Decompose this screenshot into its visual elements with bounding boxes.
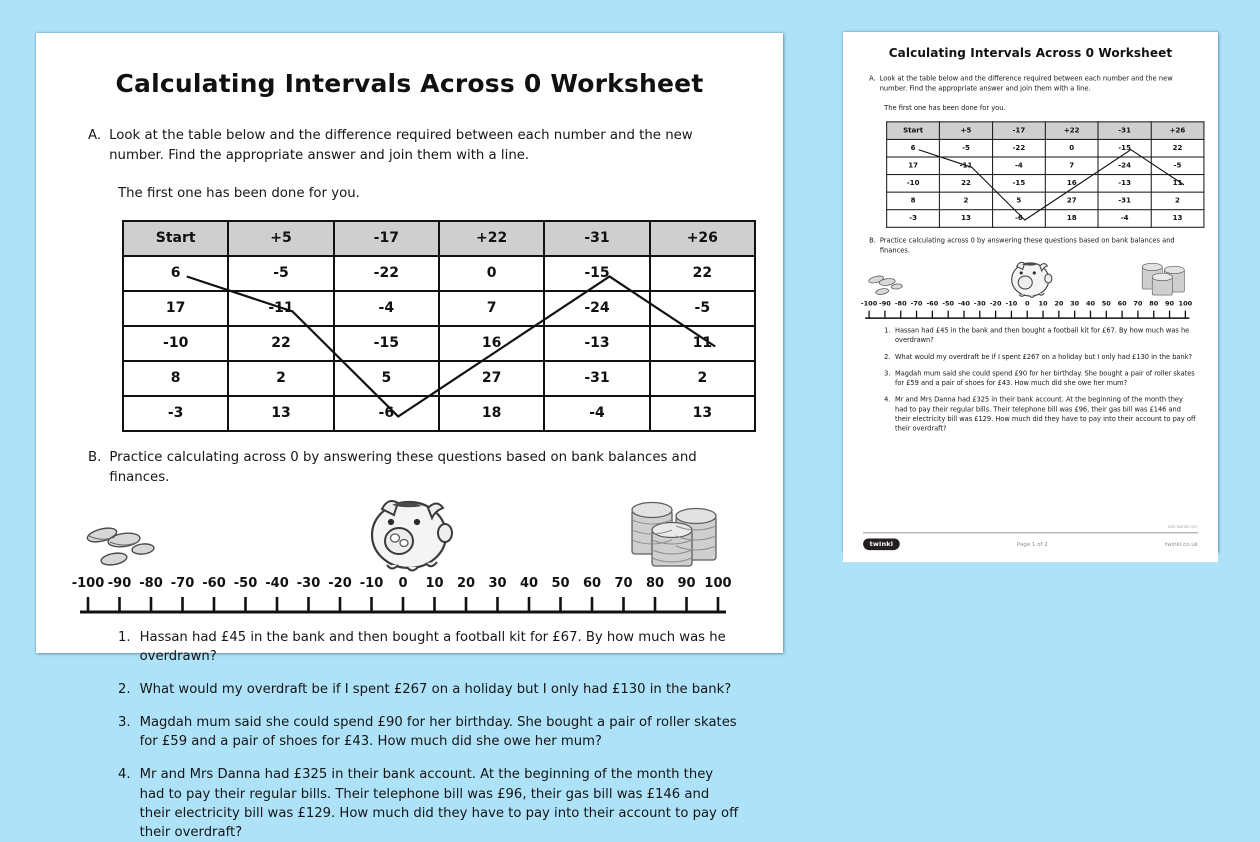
number-line-label-90: 90: [677, 575, 696, 591]
table-cell-r3-c5[interactable]: 2: [650, 361, 755, 396]
table-cell-r4-c5[interactable]: 13: [650, 396, 755, 431]
intervals-table-wrap: [122, 220, 756, 432]
intervals-table[interactable]: [122, 220, 756, 432]
section-a-note: The first one has been done for you.: [118, 185, 360, 201]
question-text: What would my overdraft be if I spent £267 on a holiday but I only had £130 in the bank?: [895, 353, 1193, 361]
table-cell-r2-c3[interactable]: 16: [439, 326, 544, 361]
table-cell-r4-c0[interactable]: -3: [123, 396, 228, 431]
table-row: [887, 192, 1204, 210]
piggy-bank-icon: [358, 491, 464, 576]
table-cell-r0-c3[interactable]: 0: [439, 256, 544, 291]
thumbnail-content: [843, 32, 1218, 562]
table-cell-r3-c3[interactable]: 27: [439, 361, 544, 396]
number-line-label-30: 30: [1070, 299, 1080, 308]
table-cell-r2-c1[interactable]: 22: [940, 174, 993, 192]
question-text: Magdah mum said she could spend £90 for her birthday. She bought a pair of roller skates for £59 and a pair of shoes for £43. How much did she owe her mum?: [895, 369, 1195, 388]
table-cell-r0-c4[interactable]: -15: [544, 256, 649, 291]
question-number: 1.: [118, 629, 131, 645]
table-row: [123, 396, 755, 431]
table-cell-r2-c2[interactable]: -15: [992, 174, 1045, 192]
number-line-label--50: -50: [942, 299, 955, 308]
table-cell-r1-c1[interactable]: -11: [940, 157, 993, 175]
table-cell-r4-c3[interactable]: 18: [1045, 210, 1098, 228]
table-row: [887, 139, 1204, 157]
table-body: [123, 256, 755, 431]
number-line-label-60: 60: [582, 575, 602, 591]
page-title: Calculating Intervals Across 0 Worksheet: [115, 69, 704, 98]
question-text: Hassan had £45 in the bank and then bought a football kit for £67. By how much was he overdrawn?: [895, 327, 1190, 345]
thumb-section-b-text: Practice calculating across 0 by answering these questions based on bank balances and finances.: [879, 236, 1175, 255]
table-cell-r2-c4[interactable]: -13: [544, 326, 649, 361]
question-item-2: [118, 680, 753, 699]
table-cell-r2-c5[interactable]: 11: [650, 326, 755, 361]
table-cell-r0-c5[interactable]: 22: [1151, 139, 1204, 157]
thumb-question-list: [884, 326, 1203, 434]
thumb-illustration-strip: [858, 259, 1203, 300]
number-line-label-100: 100: [1178, 299, 1193, 308]
footer-url[interactable]: twinkl.co.uk: [1164, 541, 1198, 548]
table-cell-r0-c1[interactable]: -5: [228, 256, 333, 291]
number-line-label-0: 0: [398, 575, 408, 591]
question-text: Magdah mum said she could spend £90 for her birthday. She bought a pair of roller skates for £59 and a pair of shoes for £43. How much did she owe her mum?: [139, 715, 737, 750]
table-cell-r1-c3[interactable]: 7: [1045, 157, 1098, 175]
question-list: [118, 628, 753, 842]
table-cell-r4-c4[interactable]: -4: [1098, 210, 1151, 228]
number-line-label--30: -30: [973, 299, 986, 308]
table-header-cell-2: -17: [992, 122, 1045, 140]
thumb-table-body: [887, 139, 1204, 227]
table-row: [887, 174, 1204, 192]
number-line-label-10: 10: [425, 575, 444, 591]
page-number: Page 1 of 2: [1016, 541, 1048, 548]
number-line-label--100: -100: [71, 575, 105, 591]
question-item-3: [884, 369, 1203, 388]
question-text: Mr and Mrs Danna had £325 in their bank account. At the beginning of the month they had to pay their regular bills. Their telephone bill was £96, their gas bill was £146 and their electricity bill was £129. How much did they have to pay into their account to pay off their overdraft?: [895, 396, 1196, 433]
table-cell-r0-c2[interactable]: -22: [992, 139, 1045, 157]
table-row: [887, 157, 1204, 175]
table-cell-r3-c4[interactable]: -31: [1098, 192, 1151, 210]
section-b-text: Practice calculating across 0 by answering these questions based on bank balances and finances.: [109, 449, 697, 485]
thumb-intervals-table-wrap: [886, 121, 1204, 227]
table-cell-r4-c4[interactable]: -4: [544, 396, 649, 431]
table-header-cell-1: +5: [228, 221, 333, 256]
number-line-label-80: 80: [645, 575, 665, 591]
table-row: [123, 291, 755, 326]
number-line-label--90: -90: [879, 299, 891, 308]
number-line-label-80: 80: [1149, 299, 1159, 308]
table-cell-r1-c5[interactable]: -5: [650, 291, 755, 326]
table-head: [123, 221, 755, 256]
table-cell-r2-c0[interactable]: -10: [887, 174, 940, 192]
section-b: [66, 448, 753, 488]
thumb-number-line: [861, 300, 1192, 321]
worksheet-page-main[interactable]: [36, 33, 783, 840]
number-line-label-20: 20: [456, 575, 476, 591]
number-line-label--100: -100: [860, 299, 878, 308]
thumb-table-header-row: [887, 122, 1204, 140]
number-line-label--70: -70: [170, 575, 195, 591]
table-cell-r2-c5[interactable]: 11: [1151, 174, 1204, 192]
question-number: 4.: [118, 767, 131, 783]
table-row: [123, 361, 755, 396]
number-line-label-50: 50: [1101, 299, 1111, 308]
number-line-label--20: -20: [989, 299, 1002, 308]
number-line-label-20: 20: [1054, 299, 1064, 308]
thumb-intervals-table[interactable]: [886, 121, 1204, 227]
worksheet-content: [36, 33, 783, 840]
table-cell-r1-c1[interactable]: -11: [228, 291, 333, 326]
table-cell-r0-c5[interactable]: 22: [650, 256, 755, 291]
number-line-label-60: 60: [1117, 299, 1127, 308]
number-line-label-70: 70: [1133, 299, 1143, 308]
question-number: 4.: [884, 396, 891, 404]
number-line-label--90: -90: [107, 575, 132, 591]
section-a: [66, 126, 753, 166]
table-cell-r1-c4[interactable]: -24: [544, 291, 649, 326]
question-item-1: [884, 326, 1203, 345]
number-line-label-50: 50: [551, 575, 570, 591]
thumb-section-a-marker: A.: [869, 75, 876, 83]
thumb-number-line-axis: [861, 309, 1192, 321]
table-row: [887, 210, 1204, 228]
table-header-cell-3: +22: [439, 221, 544, 256]
table-cell-r1-c2[interactable]: -4: [334, 291, 439, 326]
table-cell-r4-c0[interactable]: -3: [887, 210, 940, 228]
thumb-section-a: [858, 74, 1203, 94]
table-cell-r2-c4[interactable]: -13: [1098, 174, 1151, 192]
number-line-label-40: 40: [1085, 299, 1096, 308]
section-a-marker: A.: [88, 128, 102, 143]
table-header-cell-3: +22: [1045, 122, 1098, 140]
table-cell-r3-c2[interactable]: 5: [992, 192, 1045, 210]
section-b-marker: B.: [88, 449, 102, 465]
number-line-label--50: -50: [233, 575, 258, 591]
thumb-scattered-coins-icon: [865, 272, 913, 299]
coin-stacks-icon: [626, 494, 724, 575]
table-header-cell-4: -31: [544, 221, 649, 256]
table-cell-r3-c1[interactable]: 2: [940, 192, 993, 210]
table-cell-r0-c1[interactable]: -5: [940, 139, 993, 157]
table-header-cell-5: +26: [650, 221, 755, 256]
table-cell-r1-c2[interactable]: -4: [992, 157, 1045, 175]
table-cell-r2-c0[interactable]: -10: [123, 326, 228, 361]
twinkl-logo[interactable]: twinkl: [863, 539, 900, 551]
table-cell-r4-c2[interactable]: -6: [992, 210, 1045, 228]
question-item-1: [118, 628, 753, 666]
number-line-label--40: -40: [265, 575, 289, 591]
number-line-label--60: -60: [202, 575, 226, 591]
table-cell-r4-c1[interactable]: 13: [940, 210, 993, 228]
table-header-cell-5: +26: [1151, 122, 1204, 140]
question-number: 3.: [118, 715, 131, 731]
number-line-axis: [72, 594, 732, 618]
question-number: 1.: [884, 327, 891, 335]
question-item-3: [118, 713, 753, 751]
number-line-label--60: -60: [926, 299, 939, 308]
number-line-label-100: 100: [704, 575, 732, 591]
table-cell-r1-c0[interactable]: 17: [123, 291, 228, 326]
table-cell-r3-c4[interactable]: -31: [544, 361, 649, 396]
table-cell-r4-c2[interactable]: -6: [334, 396, 439, 431]
table-cell-r0-c4[interactable]: -15: [1098, 139, 1151, 157]
question-item-2: [884, 352, 1203, 362]
table-header-cell-4: -31: [1098, 122, 1151, 140]
number-line-label--40: -40: [958, 299, 970, 308]
page-footer: [843, 523, 1218, 550]
table-row: [123, 326, 755, 361]
number-line-label-70: 70: [614, 575, 633, 591]
number-line-label-40: 40: [519, 575, 539, 591]
table-cell-r0-c0[interactable]: 6: [887, 139, 940, 157]
number-line-label-30: 30: [488, 575, 507, 591]
table-header-cell-0: Start: [123, 221, 228, 256]
table-cell-r1-c0[interactable]: 17: [887, 157, 940, 175]
question-text: Mr and Mrs Danna had £325 in their bank account. At the beginning of the month they had to pay their regular bills. Their telephone bill was £96, their gas bill was £146 and their electricity bill was £129. How much did they have to pay into their account to pay off their overdraft?: [139, 767, 739, 840]
number-line-label-90: 90: [1165, 299, 1175, 308]
number-line-label-0: 0: [1024, 299, 1030, 308]
table-cell-r4-c3[interactable]: 18: [439, 396, 544, 431]
table-cell-r3-c1[interactable]: 2: [228, 361, 333, 396]
question-number: 2.: [118, 681, 131, 697]
thumb-section-b-marker: B.: [869, 236, 876, 245]
thumb-section-a-note: The first one has been done for you.: [884, 104, 1006, 112]
number-line-label--80: -80: [139, 575, 163, 591]
thumb-section-b: [858, 236, 1203, 256]
table-cell-r2-c3[interactable]: 16: [1045, 174, 1098, 192]
number-line-label--80: -80: [894, 299, 907, 308]
section-a-text: Look at the table below and the difference required between each number and the new number. Find the appropriate answer and join them with a line.: [109, 128, 693, 163]
number-line-label--10: -10: [1005, 299, 1018, 308]
question-item-4: [884, 395, 1203, 433]
question-number: 2.: [884, 353, 891, 361]
question-item-4: [118, 765, 753, 842]
number-line-label--30: -30: [296, 575, 321, 591]
illustration-strip: [66, 494, 753, 576]
footer-corner-note: visit twinkl.com: [1167, 523, 1198, 529]
table-header-cell-0: Start: [887, 122, 940, 140]
footer-divider: [863, 532, 1198, 534]
thumb-page-title: Calculating Intervals Across 0 Worksheet: [888, 46, 1173, 61]
question-number: 3.: [884, 369, 891, 378]
question-text: Hassan had £45 in the bank and then bought a football kit for £67. By how much was he overdrawn?: [139, 629, 726, 664]
number-line-label--70: -70: [910, 299, 923, 308]
table-cell-r0-c2[interactable]: -22: [334, 256, 439, 291]
number-line-label--10: -10: [359, 575, 384, 591]
table-cell-r2-c2[interactable]: -15: [334, 326, 439, 361]
table-cell-r3-c2[interactable]: 5: [334, 361, 439, 396]
thumb-piggy-bank-icon: [1005, 257, 1058, 300]
thumb-section-a-text: Look at the table below and the difference required between each number and the new number. Find the appropriate answer and join them with a line.: [879, 75, 1173, 93]
thumb-coin-stacks-icon: [1139, 259, 1188, 300]
table-cell-r1-c3[interactable]: 7: [439, 291, 544, 326]
table-header-cell-2: -17: [334, 221, 439, 256]
table-cell-r3-c0[interactable]: 8: [887, 192, 940, 210]
table-cell-r2-c1[interactable]: 22: [228, 326, 333, 361]
table-header-cell-1: +5: [940, 122, 993, 140]
table-cell-r1-c5[interactable]: -5: [1151, 157, 1204, 175]
table-cell-r0-c3[interactable]: 0: [1045, 139, 1098, 157]
table-cell-r4-c1[interactable]: 13: [228, 396, 333, 431]
table-cell-r1-c4[interactable]: -24: [1098, 157, 1151, 175]
number-line-label-10: 10: [1038, 299, 1048, 308]
table-cell-r4-c5[interactable]: 13: [1151, 210, 1204, 228]
table-cell-r0-c0[interactable]: 6: [123, 256, 228, 291]
question-text: What would my overdraft be if I spent £267 on a holiday but I only had £130 in the bank?: [139, 681, 732, 697]
table-cell-r3-c0[interactable]: 8: [123, 361, 228, 396]
table-row: [123, 256, 755, 291]
number-line: [72, 576, 732, 618]
scattered-coins-icon: [80, 521, 176, 574]
worksheet-page-thumbnail[interactable]: [843, 32, 1218, 552]
number-line-label--20: -20: [328, 575, 352, 591]
table-cell-r3-c3[interactable]: 27: [1045, 192, 1098, 210]
table-cell-r3-c5[interactable]: 2: [1151, 192, 1204, 210]
table-header-row: [123, 221, 755, 256]
